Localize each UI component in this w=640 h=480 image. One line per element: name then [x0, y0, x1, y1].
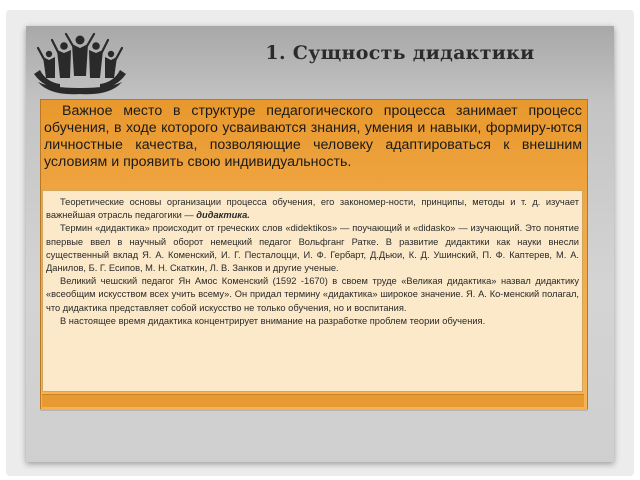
slide-title: 1. Сущность дидактики — [265, 42, 535, 64]
paragraph-3: Великий чешский педагог Ян Амос Коменский (1592 -1670) в своем труде «Великая дидактика» назвал дидактику «всеобщим искусством всех учить всему». Он придал термину «дидактика» широкое значение. Я. А. Ко-менский полагал, что дидактика представляет собой искусство не только обучения, но и воспитания. — [46, 276, 579, 313]
lead-paragraph: Важное место в структуре педагогического процесса занимает процесс обучения, в ходе которого усваиваются знания, умения и навыки, формиру-ются личностные качества, позволяющие человеку адаптироваться к внешним условиям и проявить свою индивидуальность. — [44, 103, 582, 170]
term-didactics: дидактика. — [196, 210, 250, 221]
paragraph-2: Термин «дидактика» происходит от греческих слов «didektikos» — поучающий и «didasko» — изучающий. Это понятие впервые ввел в научный оборот немецкий педагог Вольфганг Ратке. В развитие дидактики как науки внесли существенный вклад Я. А. Коменский, И. Г. Песталоцци, И. Ф. Гербарт, Д.Дьюи, К. Д. Ушинский, П. Ф. Каптерев, М. А. Данилов, Б. Г. Есипов, М. Н. Скаткин, Л. В. Занков и другие ученые. — [46, 223, 579, 274]
paragraph-1-text: Теоретические основы организации процесса обучения, его закономер-ности, принципы, методы и т. д. изучает важнейшая отрасль педагогики — — [46, 197, 579, 221]
people-in-hands-logo-icon — [30, 30, 130, 100]
paragraph-1 — [46, 196, 579, 222]
paragraph-4: В настоящее время дидактика концентрирует внимание на разработке проблем теории обучения. — [60, 315, 486, 326]
content-text — [46, 196, 579, 328]
bottom-strip — [42, 394, 584, 407]
footer-line — [40, 409, 588, 411]
